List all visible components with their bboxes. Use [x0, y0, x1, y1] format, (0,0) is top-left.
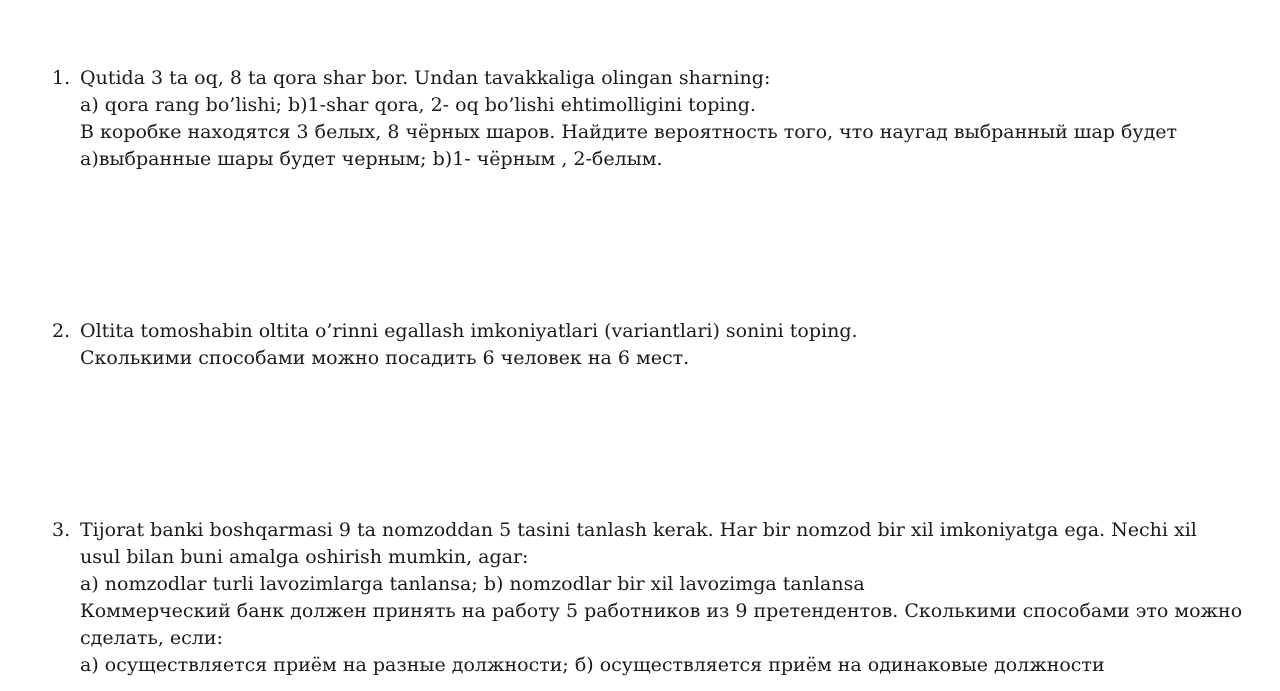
- problem-line: а) осуществляется приём на разные должности; б) осуществляется приём на одинаковые должности: [80, 654, 1105, 676]
- problem-text: [80, 318, 1252, 372]
- problem-line: а)выбранные шары будет черным; b)1- чёрным , 2-белым.: [80, 148, 663, 170]
- problem-number: 1.: [52, 67, 71, 89]
- problem-text: [80, 517, 1252, 679]
- problem-1: [52, 65, 1252, 173]
- problem-line: a) nomzodlar turli lavozimlarga tanlansa; b) nomzodlar bir xil lavozimga tanlansa: [80, 573, 865, 595]
- problem-3: [52, 517, 1252, 679]
- problem-number: 3.: [52, 519, 71, 541]
- problem-text: [80, 65, 1252, 173]
- problem-line: Tijorat banki boshqarmasi 9 ta nomzoddan 5 tasini tanlash kerak. Har bir nomzod bir xil imkoniyatga ega. Nechi xil: [80, 519, 1197, 541]
- problem-line: Сколькими способами можно посадить 6 человек на 6 мест.: [80, 347, 690, 369]
- problem-line: сделать, если:: [80, 627, 223, 649]
- problem-2: [52, 318, 1252, 372]
- problem-line: Oltita tomoshabin oltita o’rinni egallash imkoniyatlari (variantlari) sonini toping.: [80, 320, 858, 342]
- problem-line: Qutida 3 ta oq, 8 ta qora shar bor. Undan tavakkaliga olingan sharning:: [80, 67, 771, 89]
- problem-line: В коробке находятся 3 белых, 8 чёрных шаров. Найдите вероятность того, что наугад выбранный шар будет: [80, 121, 1178, 143]
- problem-line: a) qora rang bo’lishi; b)1-shar qora, 2- oq bo’lishi ehtimolligini toping.: [80, 94, 756, 116]
- problem-number: 2.: [52, 320, 71, 342]
- problem-line: usul bilan buni amalga oshirish mumkin, agar:: [80, 546, 529, 568]
- problem-line: Коммерческий банк должен принять на работу 5 работников из 9 претендентов. Сколькими способами это можно: [80, 600, 1243, 622]
